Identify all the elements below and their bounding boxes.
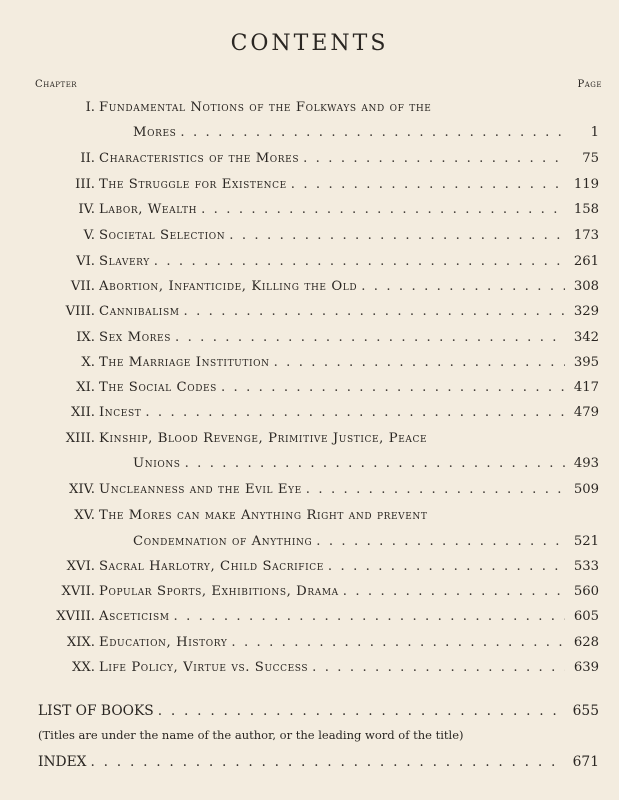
leader-dots	[145, 403, 565, 423]
chapter-entry[interactable]	[99, 658, 599, 678]
chapter-number-text: I.	[85, 100, 95, 115]
chapter-number-text: X.	[81, 355, 95, 370]
chapter-title: Sex Mores	[99, 330, 171, 345]
chapter-page-number: 521	[573, 534, 599, 549]
chapter-number	[0, 378, 95, 398]
chapter-number	[0, 149, 95, 169]
leader-dots	[90, 752, 565, 772]
chapter-number	[0, 429, 95, 449]
chapter-page-number: 1	[590, 125, 599, 140]
chapter-title: Societal Selection	[99, 228, 226, 243]
chapter-entry[interactable]	[99, 403, 599, 423]
chapter-number-text: XII.	[71, 405, 95, 420]
chapter-entry[interactable]	[99, 378, 599, 398]
chapter-title: Incest	[99, 405, 142, 420]
chapter-number-text: XV.	[74, 508, 95, 523]
chapter-page-number: 509	[573, 482, 599, 497]
leader-dots	[201, 200, 565, 220]
list-of-books-label: LIST OF BOOKS	[38, 703, 154, 719]
chapter-page-number: 75	[582, 151, 599, 166]
chapter-number-text: IV.	[78, 202, 95, 217]
leader-dots	[158, 701, 565, 721]
chapter-number-text: II.	[80, 151, 95, 166]
list-of-books-page: 655	[572, 703, 599, 719]
chapter-page-number: 308	[573, 279, 599, 294]
chapter-title: The Social Codes	[99, 380, 217, 395]
leader-dots	[175, 328, 565, 348]
chapter-page-number: 329	[573, 304, 599, 319]
chapter-page-number: 605	[573, 609, 599, 624]
list-of-books-note: (Titles are under the name of the author, or the leading word of the title)	[38, 728, 464, 742]
chapter-title: Education, History	[99, 635, 228, 650]
chapter-page-number: 628	[573, 635, 599, 650]
chapter-number	[0, 506, 95, 526]
chapter-entry[interactable]	[99, 582, 599, 602]
chapter-title-line[interactable]: The Mores can make Anything Right and prevent	[99, 508, 428, 523]
chapter-number	[0, 658, 95, 678]
chapter-number-text: XIV.	[68, 482, 95, 497]
chapter-page-number: 158	[573, 202, 599, 217]
chapter-page-number: 479	[573, 405, 599, 420]
chapter-number-text: VI.	[76, 254, 95, 269]
chapter-entry[interactable]	[99, 557, 599, 577]
page-title: CONTENTS	[230, 31, 389, 56]
chapter-number-text: VII.	[70, 279, 95, 294]
chapter-entry[interactable]	[99, 175, 599, 195]
chapter-page-number: 533	[573, 559, 599, 574]
chapter-title: The Marriage Institution	[99, 355, 270, 370]
chapter-entry[interactable]	[99, 353, 599, 373]
chapter-number-text: V.	[83, 228, 95, 243]
chapter-number	[0, 557, 95, 577]
chapter-entry[interactable]	[99, 277, 599, 297]
chapter-number	[0, 226, 95, 246]
chapter-title-line[interactable]: Kinship, Blood Revenge, Primitive Justice, Peace	[99, 431, 428, 446]
leader-dots	[361, 277, 565, 297]
chapter-number-text: III.	[75, 177, 95, 192]
leader-dots	[306, 480, 565, 500]
chapter-entry[interactable]	[99, 226, 599, 246]
leader-dots	[303, 149, 565, 169]
chapter-page-number: 417	[573, 380, 599, 395]
chapter-entry[interactable]	[99, 480, 599, 500]
chapter-title: Popular Sports, Exhibitions, Drama	[99, 584, 339, 599]
leader-dots	[231, 633, 565, 653]
chapter-number-text: IX.	[76, 330, 95, 345]
chapter-page-number: 395	[573, 355, 599, 370]
chapter-number	[0, 302, 95, 322]
leader-dots	[184, 302, 565, 322]
leader-dots	[221, 378, 565, 398]
chapter-page-number: 342	[573, 330, 599, 345]
chapter-number-text: XVII.	[61, 584, 95, 599]
leader-dots	[291, 175, 565, 195]
chapter-title: Asceticism	[99, 609, 170, 624]
chapter-entry[interactable]	[99, 200, 599, 220]
chapter-number	[0, 633, 95, 653]
chapter-entry[interactable]	[99, 302, 599, 322]
chapter-title: Characteristics of the Mores	[99, 151, 300, 166]
chapter-number-text: XVIII.	[56, 609, 95, 624]
chapter-number	[0, 403, 95, 423]
chapter-number	[0, 252, 95, 272]
index-label: INDEX	[38, 754, 87, 770]
leader-dots	[328, 557, 565, 577]
chapter-entry[interactable]	[99, 607, 599, 627]
chapter-title: Cannibalism	[99, 304, 180, 319]
chapter-page-number: 560	[573, 584, 599, 599]
chapter-number	[0, 582, 95, 602]
chapter-title: Abortion, Infanticide, Killing the Old	[99, 279, 358, 294]
chapter-entry[interactable]	[99, 328, 599, 348]
chapter-title: Life Policy, Virtue vs. Success	[99, 660, 309, 675]
chapter-number-text: XVI.	[66, 559, 95, 574]
leader-dots	[343, 582, 565, 602]
chapter-entry[interactable]	[99, 149, 599, 169]
chapter-number	[0, 607, 95, 627]
leader-dots	[180, 123, 565, 143]
leader-dots	[185, 454, 565, 474]
chapter-number-text: VIII.	[65, 304, 95, 319]
chapter-number-text: XIII.	[65, 431, 95, 446]
chapter-number	[0, 353, 95, 373]
chapter-page-number: 493	[573, 456, 599, 471]
chapter-number-text: XIX.	[66, 635, 95, 650]
leader-dots	[274, 353, 565, 373]
chapter-number	[0, 277, 95, 297]
chapter-title: Sacral Harlotry, Child Sacrifice	[99, 559, 324, 574]
chapter-title-line[interactable]: Fundamental Notions of the Folkways and of the	[99, 100, 432, 115]
list-of-books-entry[interactable]	[38, 701, 599, 721]
chapter-page-number: 261	[573, 254, 599, 269]
chapter-entry-continuation[interactable]	[133, 123, 599, 143]
chapter-page-number: 119	[573, 177, 599, 192]
chapter-number	[0, 480, 95, 500]
leader-dots	[316, 532, 565, 552]
chapter-title-line: Unions	[133, 456, 181, 471]
leader-dots	[174, 607, 565, 627]
chapter-entry-continuation[interactable]	[133, 532, 599, 552]
chapter-title: Uncleanness and the Evil Eye	[99, 482, 302, 497]
chapter-entry[interactable]	[99, 633, 599, 653]
chapter-column-header: Chapter	[35, 79, 78, 90]
leader-dots	[154, 252, 565, 272]
chapter-title-line: Mores	[133, 125, 177, 140]
chapter-title: Labor, Wealth	[99, 202, 198, 217]
index-entry[interactable]	[38, 752, 599, 772]
chapter-title-line: Condemnation of Anything	[133, 534, 313, 549]
chapter-number	[0, 200, 95, 220]
chapter-number	[0, 98, 95, 118]
index-page: 671	[572, 754, 599, 770]
chapter-title: The Struggle for Existence	[99, 177, 287, 192]
chapter-number	[0, 328, 95, 348]
chapter-page-number: 639	[573, 660, 599, 675]
chapter-number-text: XX.	[72, 660, 95, 675]
leader-dots	[312, 658, 565, 678]
page-column-header: Page	[577, 79, 602, 90]
chapter-number-text: XI.	[76, 380, 95, 395]
chapter-title: Slavery	[99, 254, 150, 269]
chapter-entry-continuation[interactable]	[133, 454, 599, 474]
chapter-page-number: 173	[573, 228, 599, 243]
leader-dots	[229, 226, 565, 246]
chapter-entry[interactable]	[99, 252, 599, 272]
chapter-number	[0, 175, 95, 195]
